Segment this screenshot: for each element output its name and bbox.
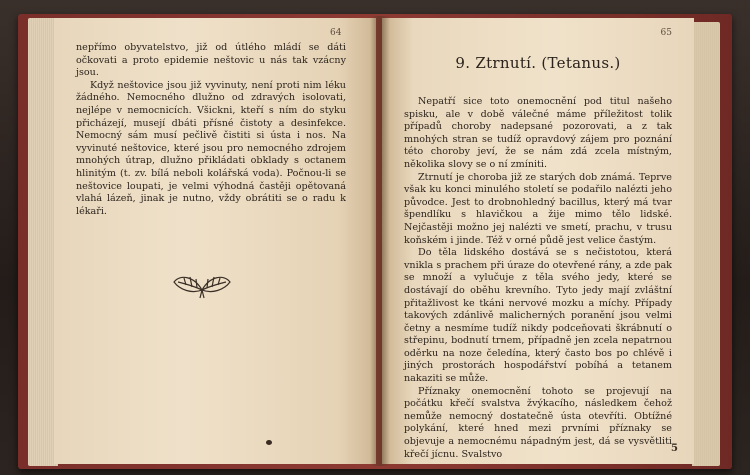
paragraph: Do těla lidského dostává se s nečistotou, která vnikla s prachem při úraze do otevřené rány, a zde pak se množí a vylučuje z těla svého jedy, které se dostávají do oběhu krevního. Tyto jedy mají zvláštní přitažlivost ke tkáni nervové mozku a míchy. Případy takových zdánlivě malicherných poranění jsou velmi četny a nesmíme tudíž nikdy podceňovati škrábnutí o střepinu, bodnutí trnem, případně jen zcela nepatrnou oděrku na noze čeledína, který často bos po chlévě i jiných prostorách hospodářství pobíhá a tetanem nakaziti se může. xyxy=(404,247,672,385)
paragraph: nepřímo obyvatelstvo, již od útlého mládí se dáti očkovati a proto epidemie neštovic u nás tak vzácny jsou. xyxy=(76,42,346,79)
page-edges-right xyxy=(692,22,720,466)
paragraph: Ztrnutí je choroba již ze starých dob známá. Teprve však ku konci minulého století se podařilo nalézti jeho původce. Jest to drobnohledný bacillus, který má tvar špendlíku s hlavičkou a žije mimo tělo lidské. Nejčastěji možno jej nalézti ve smetí, prachu, v trusu koňském i jinde. Též v orné půdě jest velice častým. xyxy=(404,171,672,246)
left-page xyxy=(54,18,376,464)
left-page-text xyxy=(76,42,346,218)
signature-mark: 5 xyxy=(671,443,678,454)
chapter-title: 9. Ztrnutí. (Tetanus.) xyxy=(455,54,621,72)
page-number-left: 64 xyxy=(330,28,342,38)
paragraph: Příznaky onemocnění tohoto se projevují na počátku křečí svalstva žvýkacího, následkem čehož nemůže nemocný dostatečně ústa otevříti. Obtížné polykání, které hned mezi prvními příznaky se objevuje a nemocnému nápadným jest, dá se vysvětliti křečí jícnu. Svalstvo xyxy=(404,385,672,460)
right-page xyxy=(382,18,694,464)
leaf-ornament-icon xyxy=(172,268,232,302)
paragraph: Nepatří sice toto onemocnění pod titul našeho spisku, ale v době válečné máme příležitost tolik případů choroby nadepsané pozorovati, a z tak mnohých stran se tudíž opravdový zájem pro poznání této choroby jeví, že se nám zdá zcela místným, několika slovy se o ní zmíniti. xyxy=(404,96,672,170)
ink-spot xyxy=(266,440,272,445)
paragraph: Když neštovice jsou již vyvinuty, není proti nim léku žádného. Nemocného dlužno od zdravých isolovati, nejlépe v nemocnicích. Všickni, kteří s ním do styku přicházejí, musejí dbáti přísné čistoty a desinfekce. Nemocný sám musí pečlivě čistiti si ústa i nos. Na vyvinuté neštovice, které jsou pro nemocného zdrojem mnohých útrap, dlužno přikládati obklady s octanem hlinitým (t. zv. bílá neboli kolářská voda). Počnou-li se neštovice loupati, je velmi výhodná častěji opětovaná vlahá lázeň, jinak je nutno, vždy obrátiti se o radu k lékaři. xyxy=(76,79,346,217)
page-number-right: 65 xyxy=(660,28,672,38)
right-page-text xyxy=(404,96,672,461)
